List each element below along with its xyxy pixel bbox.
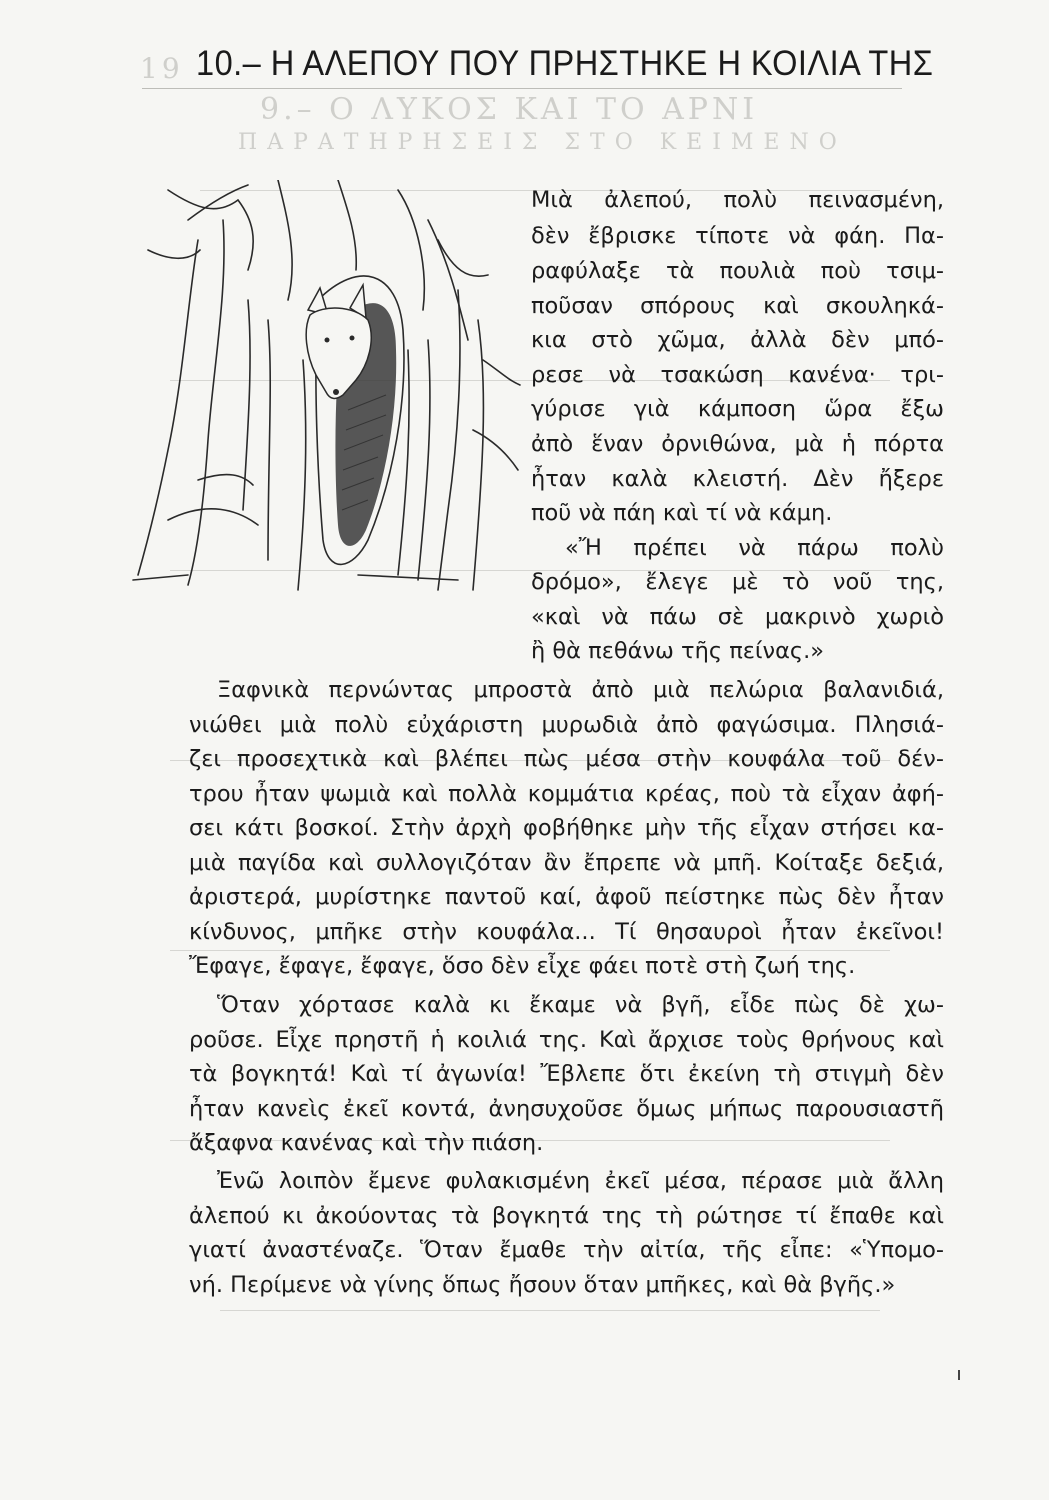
text-line: Ἐνῶ λοιπὸν ἔμενε φυλακισμένη ἐκεῖ μέσα, πέρασε μιὰ ἄλλη [217,1168,944,1194]
text-line: ἀριστερά, μυρίστηκε παντοῦ καί, ἀφοῦ πείστηκε πὼς δὲν ἦταν [189,884,944,910]
text-line: ροῦσε. Εἶχε πρηστῆ ἡ κοιλιά της. Καὶ ἄρχισε τοὺς θρήνους καὶ [189,1027,944,1053]
text-line: ἀπὸ ἕναν ὀρνιθώνα, μὰ ἡ πόρτα [531,431,944,457]
text-line: νιώθει μιὰ πολὺ εὐχάριστη μυρωδιὰ ἀπὸ φαγώσιμα. Πλησιά- [189,712,944,738]
text-line: Μιὰ ἀλεπού, πολὺ πεινασμένη, [531,187,944,213]
story-title: 10.– Η ΑΛΕΠΟΥ ΠΟΥ ΠΡΗΣΤΗΚΕ Η ΚΟΙΛΙΑ ΤΗΣ [196,44,934,83]
bleed-subheading: ΠΑΡΑΤΗΡΗΣΕΙΣ ΣΤΟ ΚΕΙΜΕΝΟ [238,130,847,155]
title-rule [142,88,902,89]
text-line: ζει προσεχτικὰ καὶ βλέπει πὼς μέσα στὴν κουφάλα τοῦ δέν- [189,746,944,772]
text-line: τὰ βογκητά! Καὶ τί ἀγωνία! Ἔβλεπε ὅτι ἐκείνη τὴ στιγμὴ δὲν [189,1061,944,1087]
text-line: ἀλεπού κι ἀκούοντας τὰ βογκητά της τὴ ρώτησε τί ἔπαθε καὶ [189,1203,944,1229]
text-line: ἢ θὰ πεθάνω τῆς πείνας.» [531,638,825,664]
text-line: δρόμο», ἔλεγε μὲ τὸ νοῦ της, [531,569,944,595]
text-line: ἦταν κανεὶς ἐκεῖ κοντά, ἀνησυχοῦσε ὅμως μήπως παρουσιαστῆ [189,1096,944,1122]
text-line: Ὅταν χόρτασε καλὰ κι ἔκαμε νὰ βγῆ, εἶδε πὼς δὲ χω- [217,992,944,1018]
text-line: ἦταν καλὰ κλειστή. Δὲν ἤξερε [531,466,944,492]
text-line: ρεσε νὰ τσακώση κανένα· τρι- [531,362,944,388]
text-line: ποῦ νὰ πάη καὶ τί νὰ κάμη. [531,500,833,526]
text-line: «καὶ νὰ πάω σὲ μακρινὸ χωριὸ [531,604,944,630]
text-line: ποῦσαν σπόρους καὶ σκουληκά- [531,293,944,319]
text-line: σει κάτι βοσκοί. Στὴν ἀρχὴ φοβήθηκε μὴν τῆς εἶχαν στήσει κα- [189,815,944,841]
bleed-heading: 9.– Ο ΛΥΚΟΣ ΚΑΙ ΤΟ ΑΡΝΙ [260,92,759,127]
margin-mark [958,1370,960,1380]
fox-in-tree-hollow-drawing [128,180,523,600]
bleed-line [220,1310,880,1311]
text-line: μιὰ παγίδα καὶ συλλογιζόταν ἂν ἔπρεπε νὰ μπῆ. Κοίταξε δεξιά, [189,850,944,876]
bleed-page-number: 19 [140,52,184,85]
text-line: Ἔφαγε, ἔφαγε, ἔφαγε, ὅσο δὲν εἶχε φάει ποτὲ στὴ ζωή της. [189,953,856,979]
text-line: ἄξαφνα κανένας καὶ τὴν πιάση. [189,1130,544,1156]
text-line: νή. Περίμενε νὰ γίνης ὅπως ἤσουν ὅταν μπῆκες, καὶ θὰ βγῆς.» [189,1272,896,1298]
text-line: τρου ἦταν ψωμιὰ καὶ πολλὰ κομμάτια κρέας, ποὺ τὰ εἶχαν ἀφή- [189,781,944,807]
text-line: δὲν ἔβρισκε τίποτε νὰ φάη. Πα- [531,223,944,249]
text-line: γύρισε γιὰ κάμποση ὥρα ἔξω [531,396,944,422]
text-line: γιατί ἀναστέναζε. Ὅταν ἔμαθε τὴν αἰτία, τῆς εἶπε: «Ὑπομο- [189,1237,944,1263]
text-line: ραφύλαξε τὰ πουλιὰ ποὺ τσιμ- [531,258,944,284]
text-line: «Ἤ πρέπει νὰ πάρω πολὺ [565,535,944,561]
text-line: Ξαφνικὰ περνώντας μπροστὰ ἀπὸ μιὰ πελώρια βαλανιδιά, [217,677,944,703]
text-line: κια στὸ χῶμα, ἀλλὰ δὲν μπό- [531,327,944,353]
text-line: κίνδυνος, μπῆκε στὴν κουφάλα... Τί θησαυροὶ ἦταν ἐκεῖνοι! [189,919,944,945]
